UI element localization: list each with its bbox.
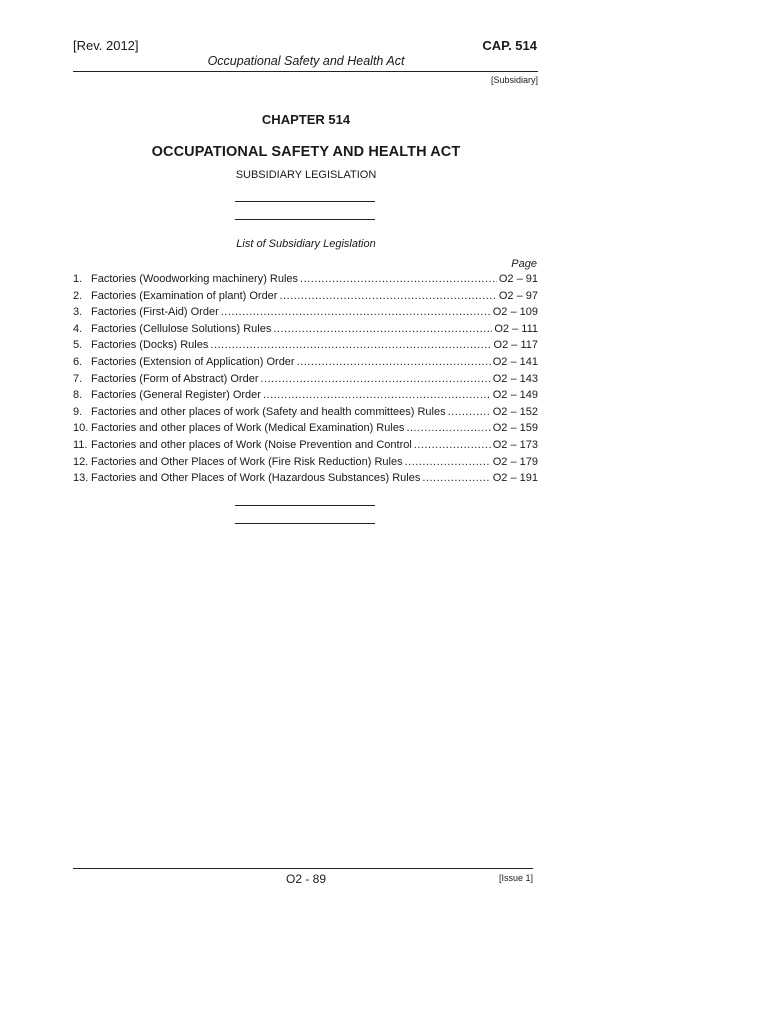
dot-leader xyxy=(260,373,490,385)
toc-entry-title: Factories and Other Places of Work (Fire Risk Reduction) Rules xyxy=(91,455,403,468)
subsidiary-tag: [Subsidiary] xyxy=(490,75,538,85)
toc-entry-number: 9. xyxy=(73,405,83,418)
toc-entry xyxy=(73,439,538,456)
toc-entry-number: 12. xyxy=(73,455,89,468)
toc-entry-title: Factories and other places of Work (Noise Prevention and Control xyxy=(91,438,412,451)
table-of-contents xyxy=(73,273,538,489)
toc-entry-page: O2 – 143 xyxy=(492,372,538,385)
toc-entry xyxy=(73,273,538,290)
dot-leader xyxy=(263,389,491,401)
cap-number: CAP. 514 xyxy=(482,38,537,53)
divider-rule xyxy=(235,523,375,524)
toc-entry xyxy=(73,389,538,406)
toc-entry-page: O2 – 109 xyxy=(492,306,538,319)
dot-leader xyxy=(279,290,496,302)
toc-entry-page: O2 – 141 xyxy=(492,355,538,368)
toc-entry-title: Factories and other places of Work (Medical Examination) Rules xyxy=(91,422,405,435)
revision-label: [Rev. 2012] xyxy=(73,38,139,53)
toc-entry-title: Factories (First-Aid) Order xyxy=(91,306,219,319)
toc-entry-number: 5. xyxy=(73,339,83,352)
dot-leader xyxy=(414,439,491,451)
toc-entry-title: Factories (Examination of plant) Order xyxy=(91,289,278,302)
toc-entry-number: 7. xyxy=(73,372,83,385)
toc-entry-number: 4. xyxy=(73,322,83,335)
toc-entry-number: 8. xyxy=(73,389,83,402)
dot-leader xyxy=(406,422,490,434)
toc-entry-title: Factories (General Register) Order xyxy=(91,389,261,402)
toc-entry-title: Factories (Woodworking machinery) Rules xyxy=(91,273,299,285)
toc-entry-number: 6. xyxy=(73,355,83,368)
toc-entry-title: Factories (Cellulose Solutions) Rules xyxy=(91,322,272,335)
toc-entry-title: Factories (Docks) Rules xyxy=(91,339,209,352)
toc-entry-number: 2. xyxy=(73,289,83,302)
divider-rule xyxy=(235,505,375,506)
dot-leader xyxy=(405,456,491,468)
toc-entry-page: O2 – 97 xyxy=(498,289,538,302)
toc-entry-number: 10. xyxy=(73,422,89,435)
toc-entry xyxy=(73,356,538,373)
toc-entry xyxy=(73,422,538,439)
dot-leader xyxy=(300,273,497,285)
toc-entry xyxy=(73,290,538,307)
toc-entry xyxy=(73,456,538,473)
toc-entry-number: 1. xyxy=(73,273,83,285)
toc-entry-page: O2 – 159 xyxy=(492,422,538,435)
toc-entry-page: O2 – 152 xyxy=(492,405,538,418)
page-number: O2 - 89 xyxy=(285,872,327,886)
toc-entry-page: O2 – 149 xyxy=(492,389,538,402)
toc-entry-title: Factories and other places of work (Safety and health committees) Rules xyxy=(91,405,446,418)
toc-entry-title: Factories (Form of Abstract) Order xyxy=(91,372,259,385)
dot-leader xyxy=(448,406,491,418)
toc-entry xyxy=(73,323,538,340)
toc-entry-page: O2 – 91 xyxy=(498,273,538,285)
subtitle: SUBSIDIARY LEGISLATION xyxy=(235,169,377,181)
toc-entry xyxy=(73,406,538,423)
divider-rule xyxy=(235,219,375,220)
toc-entry xyxy=(73,306,538,323)
toc-entry-page: O2 – 191 xyxy=(492,472,538,485)
toc-entry-page: O2 – 179 xyxy=(492,455,538,468)
toc-entry-page: O2 – 173 xyxy=(492,438,538,451)
page-column-heading: Page xyxy=(511,258,537,270)
toc-entry-number: 13. xyxy=(73,472,89,485)
dot-leader xyxy=(297,356,491,368)
toc-entry xyxy=(73,373,538,390)
toc-entry-title: Factories and Other Places of Work (Hazardous Substances) Rules xyxy=(91,472,421,485)
dot-leader xyxy=(273,323,492,335)
dot-leader xyxy=(422,472,490,484)
page-title: OCCUPATIONAL SAFETY AND HEALTH ACT xyxy=(151,144,461,160)
toc-entry xyxy=(73,472,538,489)
divider-rule xyxy=(235,201,375,202)
toc-entry-number: 11. xyxy=(73,438,88,451)
running-act-title: Occupational Safety and Health Act xyxy=(207,54,405,68)
list-heading: List of Subsidiary Legislation xyxy=(236,238,376,250)
dot-leader xyxy=(221,306,491,318)
footer-rule xyxy=(73,868,533,869)
issue-label: [Issue 1] xyxy=(498,873,533,883)
toc-entry xyxy=(73,339,538,356)
toc-entry-page: O2 – 111 xyxy=(494,322,538,335)
dot-leader xyxy=(210,339,491,351)
chapter-heading: CHAPTER 514 xyxy=(261,112,351,127)
header-rule xyxy=(73,71,538,72)
toc-entry-title: Factories (Extension of Application) Order xyxy=(91,355,295,368)
toc-entry-page: O2 – 117 xyxy=(493,339,538,352)
toc-entry-number: 3. xyxy=(73,306,83,319)
